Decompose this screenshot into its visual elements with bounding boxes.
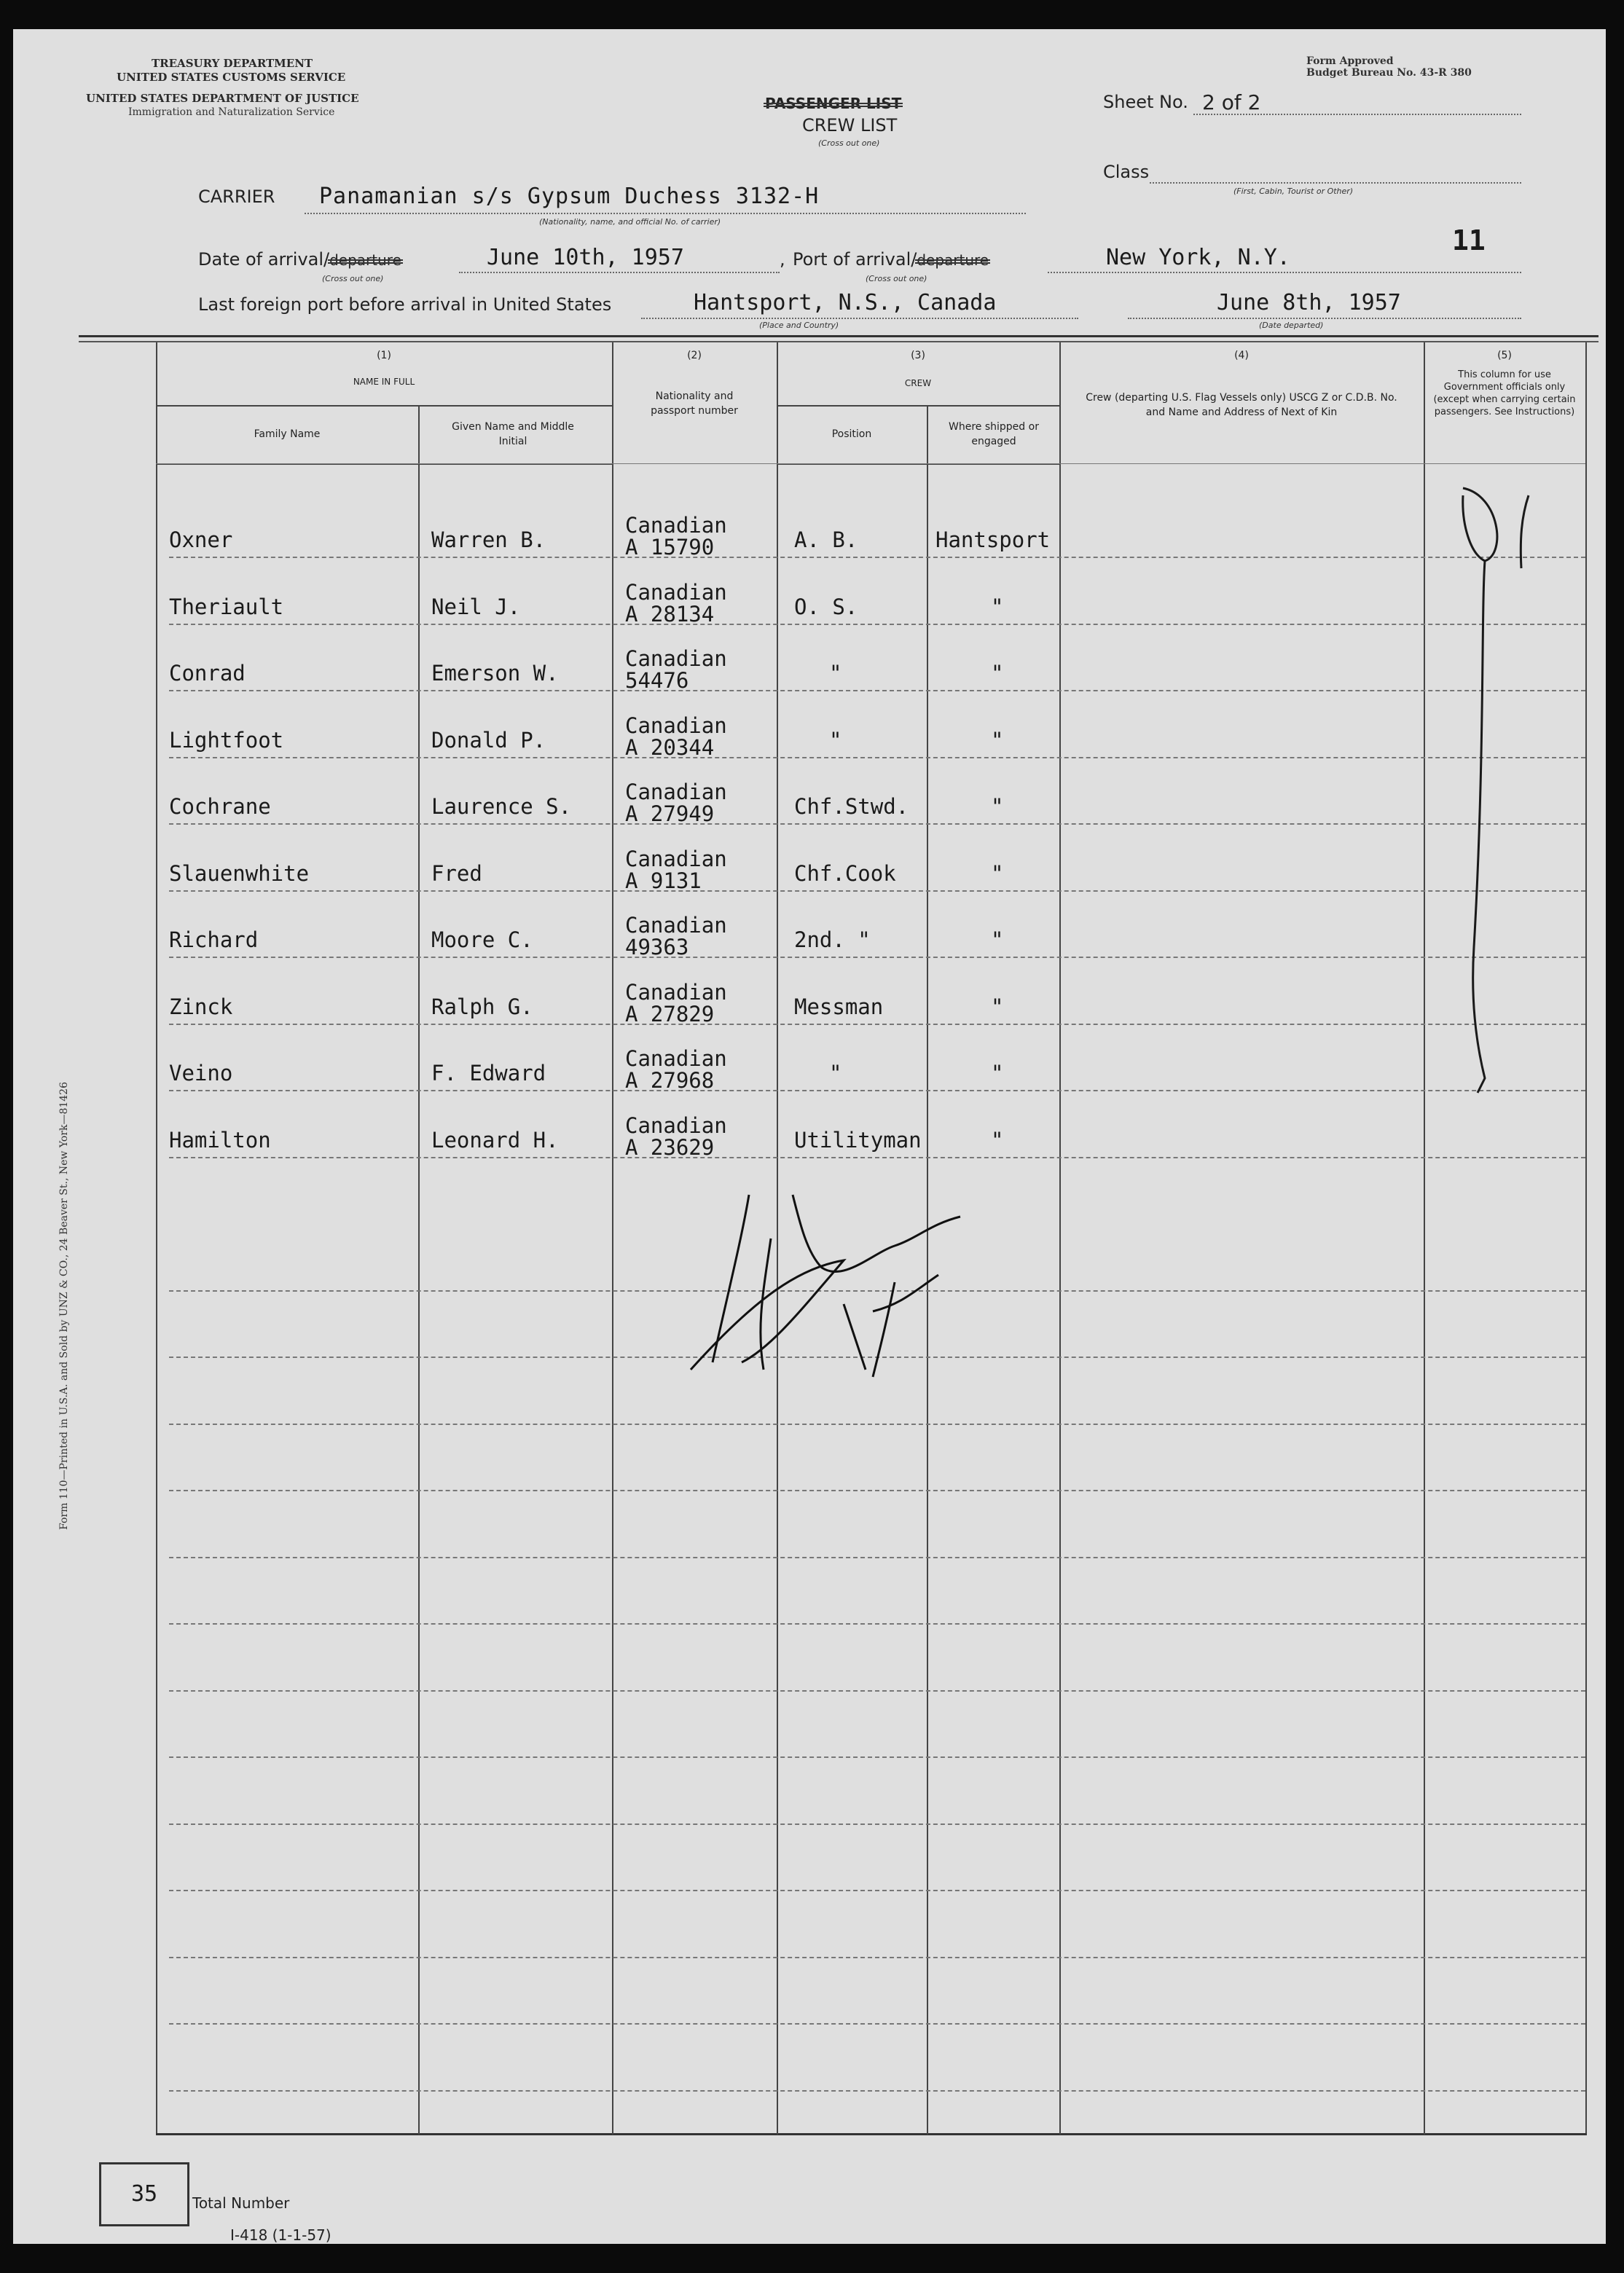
passport-cell: 49363 — [625, 935, 689, 959]
col3a-position: Position — [831, 428, 872, 440]
given-name-cell: Moore C. — [431, 927, 533, 952]
form-title: CREW LIST — [802, 115, 898, 136]
given-name-cell: Warren B. — [431, 527, 546, 552]
passport-cell: A 27949 — [625, 801, 715, 826]
col5-number: (5) — [1497, 350, 1512, 361]
last-port-value: Hantsport, N.S., Canada — [694, 290, 997, 315]
last-port-label: Last foreign port before arrival in United States — [198, 294, 612, 315]
given-name-cell: Donald P. — [431, 727, 546, 753]
departed-note: (Date departed) — [1259, 321, 1324, 330]
col1-number: (1) — [377, 350, 391, 361]
agency-line-3: UNITED STATES DEPARTMENT OF JUSTICE — [86, 92, 359, 105]
departed-value: June 8th, 1957 — [1217, 290, 1401, 315]
col2-title: Nationality and passport number — [651, 390, 738, 417]
nationality-cell: Canadian — [625, 1112, 727, 1138]
col3-number: (3) — [911, 350, 925, 361]
arrival-label: Date of arrival/departure — [198, 249, 401, 270]
family-name-cell: Conrad — [169, 661, 246, 686]
given-name-cell: Laurence S. — [431, 794, 572, 819]
nationality-cell: Canadian — [625, 979, 727, 1005]
struck-passenger-list: PASSENGER LIST — [765, 95, 902, 112]
sheet-label: Sheet No. — [1103, 92, 1188, 112]
inspector-signature — [654, 1180, 1062, 1413]
family-name-cell: Zinck — [169, 994, 233, 1019]
passport-cell: A 23629 — [625, 1134, 715, 1160]
family-name-cell: Oxner — [169, 527, 233, 552]
family-name-cell: Hamilton — [169, 1127, 271, 1153]
col1-title: NAME IN FULL — [353, 377, 415, 387]
passport-cell: A 27829 — [625, 1001, 715, 1026]
agency-line-1: TREASURY DEPARTMENT — [152, 57, 313, 70]
class-note: (First, Cabin, Tourist or Other) — [1233, 187, 1354, 196]
position-cell: " — [829, 1061, 842, 1086]
col4-number: (4) — [1234, 350, 1249, 361]
form-code: I-418 (1-1-57) — [230, 2226, 332, 2244]
col1a-family-name: Family Name — [254, 428, 321, 440]
passport-cell: A 27968 — [625, 1068, 715, 1093]
where-shipped-cell: " — [991, 994, 1004, 1019]
col1b-given-name: Given Name and Middle Initial — [452, 421, 574, 447]
where-shipped-cell: " — [991, 727, 1004, 753]
family-name-cell: Veino — [169, 1061, 233, 1086]
given-name-cell: Emerson W. — [431, 661, 559, 686]
col3-title: CREW — [904, 378, 932, 388]
given-name-cell: Leonard H. — [431, 1127, 559, 1153]
position-cell: Chf.Cook — [794, 860, 896, 886]
where-shipped-cell: " — [991, 794, 1004, 819]
port-label: Port of arrival/departure — [793, 249, 989, 270]
family-name-cell: Lightfoot — [169, 727, 284, 753]
nationality-cell: Canadian — [625, 846, 727, 871]
port-label-comma: , — [780, 249, 785, 270]
budget-bureau: Budget Bureau No. 43-R 380 — [1306, 67, 1472, 79]
page-number: 11 — [1452, 224, 1486, 256]
passport-cell: 54476 — [625, 668, 689, 693]
given-name-cell: Ralph G. — [431, 994, 533, 1019]
where-shipped-cell: " — [991, 927, 1004, 952]
last-port-note: (Place and Country) — [759, 321, 839, 330]
passport-cell: A 15790 — [625, 535, 715, 560]
where-shipped-cell: " — [991, 1061, 1004, 1086]
where-shipped-cell: " — [991, 594, 1004, 619]
nationality-cell: Canadian — [625, 780, 727, 804]
port-note: (Cross out one) — [866, 274, 927, 283]
position-cell: O. S. — [794, 594, 858, 619]
col4-title: Crew (departing U.S. Flag Vessels only) USCG Z or C.D.B. No. and Name and Address of Next of Kin — [1086, 392, 1397, 418]
where-shipped-cell: " — [991, 661, 1004, 686]
given-name-cell: Neil J. — [431, 594, 521, 619]
family-name-cell: Slauenwhite — [169, 860, 310, 886]
nationality-cell: Canadian — [625, 1046, 727, 1071]
agency-line-2: UNITED STATES CUSTOMS SERVICE — [117, 71, 346, 84]
class-label: Class — [1103, 162, 1150, 182]
position-cell: A. B. — [794, 527, 858, 552]
carrier-note: (Nationality, name, and official No. of carrier) — [539, 217, 721, 227]
position-cell: 2nd. " — [794, 927, 871, 952]
family-name-cell: Theriault — [169, 594, 284, 619]
nationality-cell: Canadian — [625, 579, 727, 605]
port-value: New York, N.Y. — [1106, 245, 1290, 270]
nationality-cell: Canadian — [625, 712, 727, 738]
family-name-cell: Richard — [169, 927, 259, 952]
position-cell: Chf.Stwd. — [794, 794, 909, 819]
col2-number: (2) — [687, 350, 702, 361]
family-name-cell: Cochrane — [169, 794, 271, 819]
nationality-cell: Canadian — [625, 646, 727, 671]
agency-line-4: Immigration and Naturalization Service — [128, 106, 335, 118]
nationality-cell: Canadian — [625, 913, 727, 938]
col3b-where-shipped: Where shipped or engaged — [949, 421, 1039, 447]
col5-title: This column for use Government officials only (except when carrying certain passengers. See Instructions) — [1433, 369, 1576, 417]
passport-cell: A 9131 — [625, 868, 702, 893]
nationality-cell: Canadian — [625, 513, 727, 538]
position-cell: " — [829, 727, 842, 753]
position-cell: " — [829, 661, 842, 686]
given-name-cell: F. Edward — [431, 1061, 546, 1086]
form-sheet — [13, 29, 1606, 2244]
passport-cell: A 28134 — [625, 601, 715, 627]
total-number-box: 35 — [99, 2162, 189, 2226]
position-cell: Messman — [794, 994, 884, 1019]
total-number-label: Total Number — [192, 2194, 290, 2212]
where-shipped-cell: " — [991, 1127, 1004, 1153]
arrival-note: (Cross out one) — [322, 274, 384, 283]
official-check-mark — [1441, 466, 1572, 1136]
position-cell: Utilityman — [794, 1127, 922, 1153]
carrier-value: Panamanian s/s Gypsum Duchess 3132-H — [319, 184, 820, 209]
given-name-cell: Fred — [431, 860, 482, 886]
where-shipped-cell: " — [991, 860, 1004, 886]
printer-side-note: Form 110—Printed in U.S.A. and Sold by UNZ & CO., 24 Beaver St., New York—81426 — [58, 1082, 70, 1530]
form-approved: Form Approved — [1306, 55, 1394, 67]
passport-cell: A 20344 — [625, 734, 715, 760]
where-shipped-cell: Hantsport — [935, 527, 1051, 552]
arrival-value: June 10th, 1957 — [487, 245, 684, 270]
title-note: (Cross out one) — [818, 138, 880, 148]
sheet-value: 2 of 2 — [1202, 90, 1261, 114]
carrier-label: CARRIER — [198, 187, 275, 207]
